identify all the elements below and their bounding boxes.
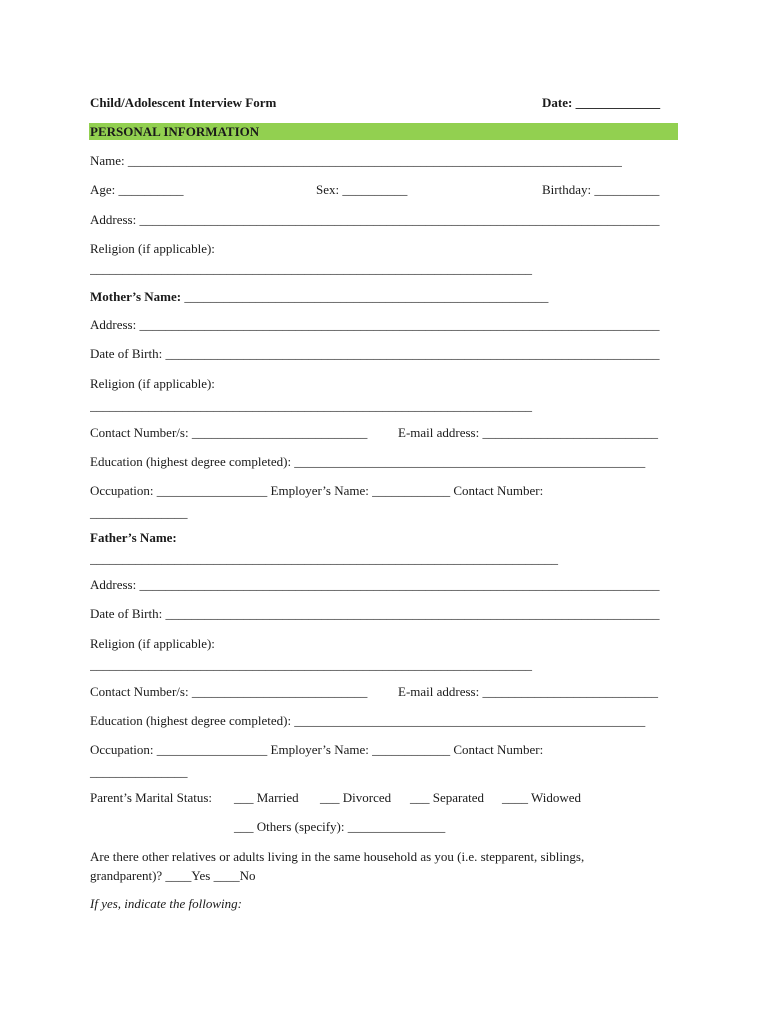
father-religion-label: Religion (if applicable): xyxy=(90,636,215,651)
mother-name-row xyxy=(90,289,548,305)
child-birthday-field[interactable]: Birthday: __________ xyxy=(542,182,660,197)
household-question-line2[interactable]: grandparent)? ____Yes ____No xyxy=(90,868,256,883)
household-question-line1: Are there other relatives or adults living in the same household as you (i.e. stepparent, siblings, xyxy=(90,849,585,864)
child-address-field[interactable]: Address: ________________________________________________________________________________ xyxy=(90,212,660,227)
form-title: Child/Adolescent Interview Form xyxy=(90,95,277,110)
marital-married-option[interactable]: ___ Married xyxy=(234,790,299,805)
father-email-field[interactable]: E-mail address: ___________________________ xyxy=(398,684,658,699)
mother-dob-field[interactable]: Date of Birth: ____________________________________________________________________________ xyxy=(90,346,660,361)
mother-religion-label: Religion (if applicable): xyxy=(90,376,215,391)
mother-email-field[interactable]: E-mail address: ___________________________ xyxy=(398,425,658,440)
household-instruction: If yes, indicate the following: xyxy=(90,896,242,911)
child-name-field[interactable]: Name: ____________________________________________________________________________ xyxy=(90,153,622,168)
father-address-field[interactable]: Address: ________________________________________________________________________________ xyxy=(90,577,660,592)
child-sex-field[interactable]: Sex: __________ xyxy=(316,182,408,197)
mother-religion-line[interactable]: ____________________________________________________________________ xyxy=(90,398,532,413)
mother-contact-number-line[interactable]: _______________ xyxy=(90,505,188,520)
father-contact-field[interactable]: Contact Number/s: ___________________________ xyxy=(90,684,368,699)
marital-widowed-option[interactable]: ____ Widowed xyxy=(502,790,582,805)
marital-separated-option[interactable]: ___ Separated xyxy=(410,790,485,805)
section-title: PERSONAL INFORMATION xyxy=(90,124,260,139)
father-religion-line[interactable]: ____________________________________________________________________ xyxy=(90,657,532,672)
marital-divorced-option[interactable]: ___ Divorced xyxy=(320,790,392,805)
child-age-field[interactable]: Age: __________ xyxy=(90,182,184,197)
mother-name-label: Mother’s Name: xyxy=(90,289,182,304)
father-education-field[interactable]: Education (highest degree completed): ______________________________________________________ xyxy=(90,713,646,728)
marital-others-option[interactable]: ___ Others (specify): _______________ xyxy=(234,819,446,834)
mother-address-field[interactable]: Address: ________________________________________________________________________________ xyxy=(90,317,660,332)
section-banner xyxy=(89,123,678,140)
father-contact-number-line[interactable]: _______________ xyxy=(90,764,188,779)
mother-occupation-field[interactable]: Occupation: _________________ Employer’s Name: ____________ Contact Number: xyxy=(90,483,544,498)
child-religion-label: Religion (if applicable): xyxy=(90,241,215,256)
father-name-label: Father’s Name: xyxy=(90,530,177,545)
father-name-line[interactable]: ________________________________________________________________________ xyxy=(90,551,558,566)
mother-education-field[interactable]: Education (highest degree completed): ______________________________________________________ xyxy=(90,454,646,469)
mother-contact-field[interactable]: Contact Number/s: ___________________________ xyxy=(90,425,368,440)
date-field[interactable]: Date: _____________ xyxy=(542,95,661,110)
father-dob-field[interactable]: Date of Birth: ____________________________________________________________________________ xyxy=(90,606,660,621)
mother-name-line[interactable]: ________________________________________________________ xyxy=(184,289,549,304)
father-occupation-field[interactable]: Occupation: _________________ Employer’s Name: ____________ Contact Number: xyxy=(90,742,544,757)
child-religion-line[interactable]: ____________________________________________________________________ xyxy=(90,261,532,276)
marital-status-label: Parent’s Marital Status: xyxy=(90,790,213,805)
